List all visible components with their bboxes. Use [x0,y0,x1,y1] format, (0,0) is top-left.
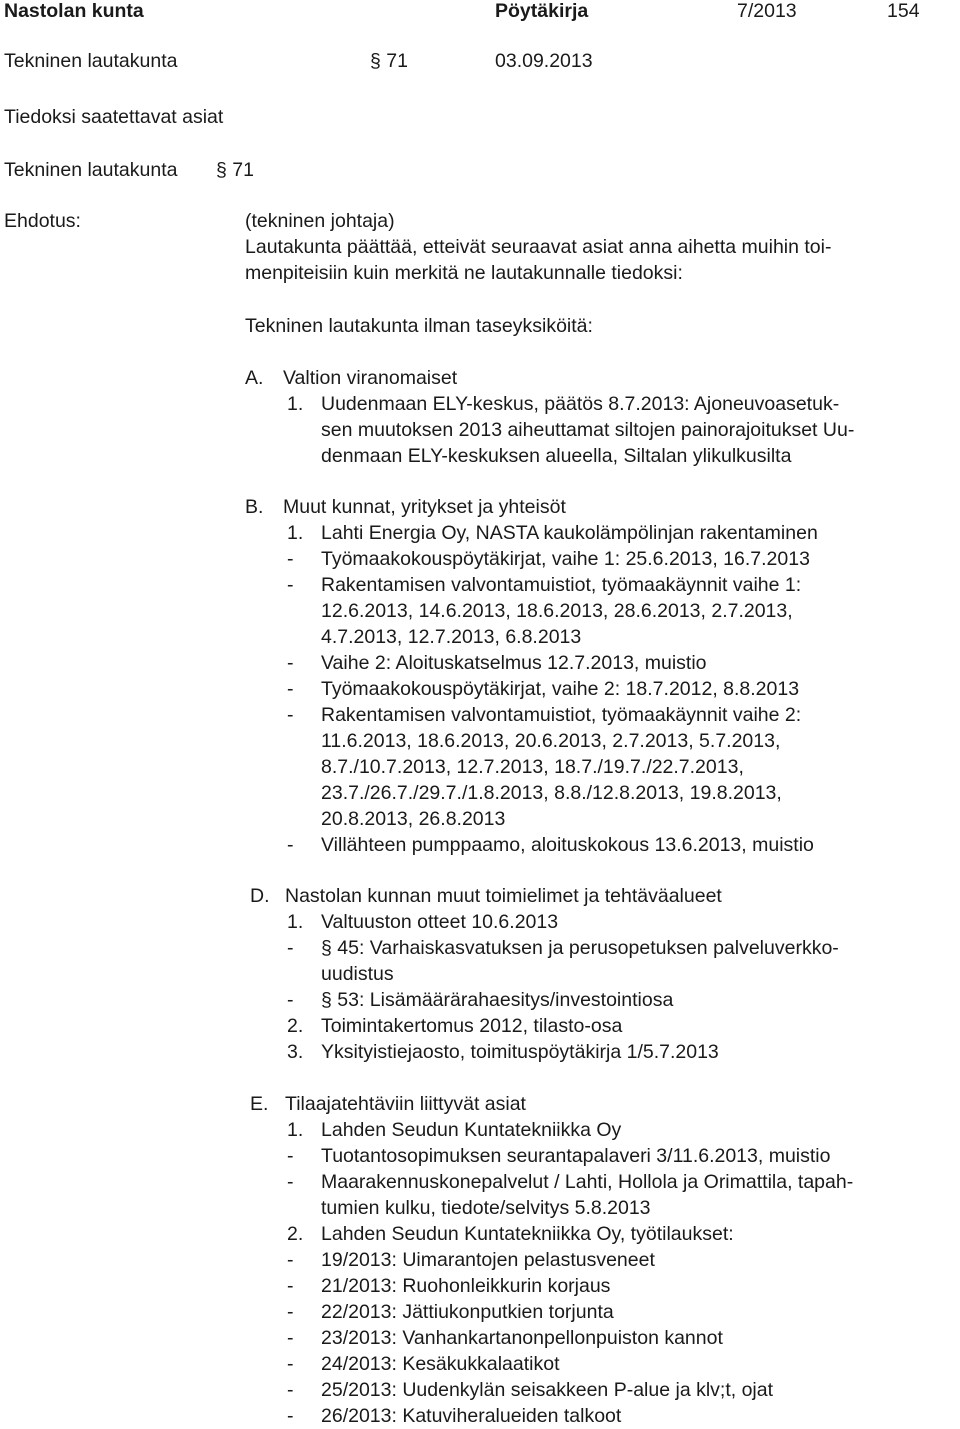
header-date: 03.09.2013 [495,50,593,72]
item-marker: - [287,548,294,570]
item-marker: - [287,1301,294,1323]
item-marker: - [287,1327,294,1349]
proposal-line: Lautakunta päättää, etteivät seuraavat asiat anna aihetta muihin toi- [245,236,832,258]
section-letter: A. [245,367,264,389]
item-text: 26/2013: Katuviheralueiden talkoot [321,1405,622,1427]
item-text: Työmaakokouspöytäkirjat, vaihe 1: 25.6.2013, 16.7.2013 [321,548,810,570]
item-text: 23/2013: Vanhankartanonpellonpuiston kannot [321,1327,723,1349]
item-marker: 1. [287,1119,304,1141]
item-text: Villähteen pumppaamo, aloituskokous 13.6.2013, muistio [321,834,814,856]
ref-committee: Tekninen lautakunta [4,159,178,181]
header-committee: Tekninen lautakunta [4,50,178,72]
header-page-number: 154 [887,0,920,22]
item-text: uudistus [321,963,394,985]
section-title: Tilaajatehtäviin liittyvät asiat [285,1093,526,1115]
item-text [321,987,673,1013]
item-text: 22/2013: Jättiukonputkien torjunta [321,1301,614,1323]
header-issue: 7/2013 [737,0,797,22]
item-text: Valtuuston otteet 10.6.2013 [321,911,559,933]
ref-section-number: 71 [232,159,254,181]
item-marker: 2. [287,1015,304,1037]
item-text: 11.6.2013, 18.6.2013, 20.6.2013, 2.7.2013, 5.7.2013, [321,730,781,752]
item-text: 25/2013: Uudenkylän seisakkeen P-alue ja klv;t, ojat [321,1379,774,1401]
item-text: Tuotantosopimuksen seurantapalaveri 3/11.6.2013, muistio [321,1145,831,1167]
proposal-subtitle: Tekninen lautakunta ilman taseyksiköitä: [245,315,593,337]
header-section-number: 71 [386,50,408,72]
section-letter: D. [250,885,270,907]
item-text: sen muutoksen 2013 aiheuttamat siltojen painorajoitukset Uu- [321,419,855,441]
item-marker: 1. [287,522,304,544]
item-marker: 2. [287,1223,304,1245]
ref-section [216,157,254,183]
item-text: 19/2013: Uimarantojen pelastusveneet [321,1249,655,1271]
item-text: Yksityistiejaosto, toimituspöytäkirja 1/5.7.2013 [321,1041,719,1063]
item-text: Lahden Seudun Kuntatekniikka Oy [321,1119,622,1141]
item-text: 21/2013: Ruohonleikkurin korjaus [321,1275,611,1297]
item-marker: - [287,989,294,1011]
item-marker: - [287,1145,294,1167]
proposal-line: menpiteisiin kuin merkitä ne lautakunnalle tiedoksi: [245,262,683,284]
item-text: Maarakennuskonepalvelut / Lahti, Hollola ja Orimattila, tapah- [321,1171,854,1193]
item-marker: - [287,1249,294,1271]
item-marker: 1. [287,911,304,933]
item-text: Rakentamisen valvontamuistiot, työmaakäynnit vaihe 1: [321,574,802,596]
item-marker: - [287,678,294,700]
item-text: 20.8.2013, 26.8.2013 [321,808,506,830]
section-title: Muut kunnat, yritykset ja yhteisöt [283,496,566,518]
item-text: 8.7./10.7.2013, 12.7.2013, 18.7./19.7./22.7.2013, [321,756,744,778]
section-title: Nastolan kunnan muut toimielimet ja tehtäväalueet [285,885,722,907]
item-marker: 3. [287,1041,304,1063]
proposal-line: (tekninen johtaja) [245,210,395,232]
header-section [370,48,408,74]
item-marker: - [287,1275,294,1297]
section-sign-icon: § [370,50,381,72]
proposal-label: Ehdotus: [4,210,81,232]
item-text: denmaan ELY-keskuksen alueella, Siltalan ylikulkusilta [321,445,792,467]
section-sign-icon: § [321,989,332,1011]
item-text: Työmaakokouspöytäkirjat, vaihe 2: 18.7.2012, 8.8.2013 [321,678,800,700]
section-letter: B. [245,496,264,518]
item-text: Vaihe 2: Aloituskatselmus 12.7.2013, muistio [321,652,707,674]
item-text: Rakentamisen valvontamuistiot, työmaakäynnit vaihe 2: [321,704,802,726]
item-marker: - [287,1171,294,1193]
header-doc-type: Pöytäkirja [495,0,589,22]
item-marker: - [287,1405,294,1427]
section-letter: E. [250,1093,269,1115]
item-text: 24/2013: Kesäkukkalaatikot [321,1353,560,1375]
section-sign-icon: § [321,937,332,959]
item-marker: - [287,1379,294,1401]
item-marker: - [287,704,294,726]
item-text [321,935,839,961]
item-marker: 1. [287,393,304,415]
section-title: Valtion viranomaiset [283,367,458,389]
item-text: Uudenmaan ELY-keskus, päätös 8.7.2013: Ajoneuvoasetuk- [321,393,840,415]
header-org: Nastolan kunta [4,0,144,22]
item-text-body: 53: Lisämäärärahaesitys/investointiosa [337,989,674,1011]
item-text-body: 45: Varhaiskasvatuksen ja perusopetuksen palveluverkko- [337,937,839,959]
item-text: Lahden Seudun Kuntatekniikka Oy, työtilaukset: [321,1223,734,1245]
topic-title: Tiedoksi saatettavat asiat [4,106,224,128]
item-text: 23.7./26.7./29.7./1.8.2013, 8.8./12.8.2013, 19.8.2013, [321,782,782,804]
item-text: Lahti Energia Oy, NASTA kaukolämpölinjan rakentaminen [321,522,818,544]
item-marker: - [287,1353,294,1375]
item-text: tumien kulku, tiedote/selvitys 5.8.2013 [321,1197,651,1219]
item-marker: - [287,834,294,856]
item-marker: - [287,652,294,674]
item-marker: - [287,574,294,596]
section-sign-icon: § [216,159,227,181]
item-text: 4.7.2013, 12.7.2013, 6.8.2013 [321,626,582,648]
item-text: Toimintakertomus 2012, tilasto-osa [321,1015,623,1037]
item-marker: - [287,937,294,959]
proposal-body [245,208,831,286]
item-text: 12.6.2013, 14.6.2013, 18.6.2013, 28.6.2013, 2.7.2013, [321,600,793,622]
